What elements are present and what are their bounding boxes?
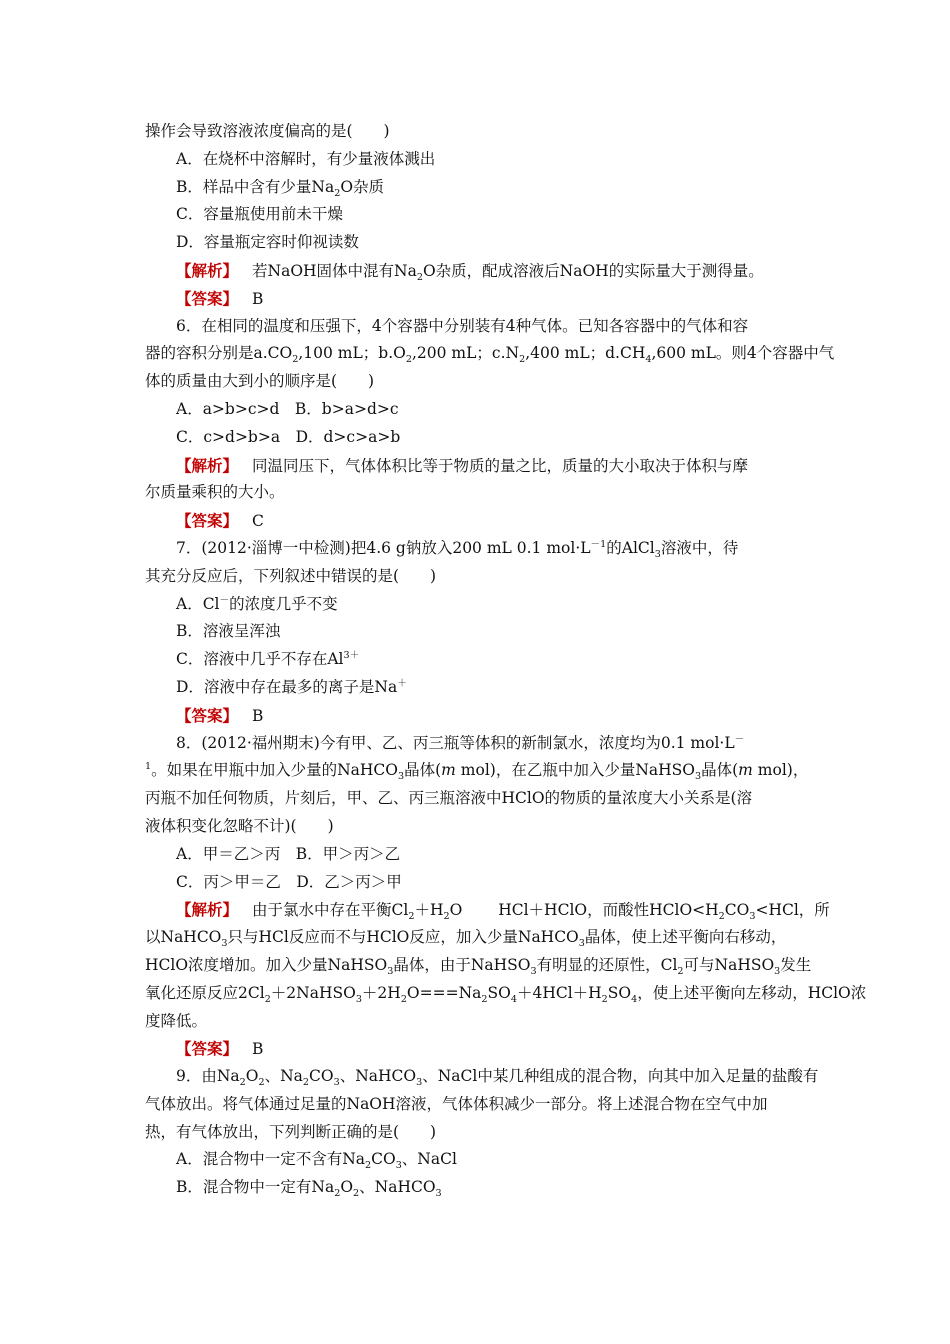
subscript: 2 bbox=[677, 966, 684, 977]
subscript: 3 bbox=[387, 966, 394, 977]
text: 、Na bbox=[264, 1067, 303, 1086]
q6-stem-line-1 bbox=[145, 313, 810, 341]
text: SO bbox=[607, 983, 632, 1002]
text: C．溶液中几乎不存在Al bbox=[176, 650, 344, 669]
q6-stem-line-3 bbox=[145, 368, 810, 396]
q5-analysis bbox=[145, 257, 810, 285]
answer-tag: 【答案】 bbox=[176, 288, 239, 308]
text: <HCl，所 bbox=[755, 901, 830, 920]
superscript: ＋ bbox=[397, 677, 407, 689]
subscript: 2 bbox=[239, 1077, 246, 1089]
text: O bbox=[245, 1067, 259, 1086]
q6-analysis-line-2 bbox=[145, 479, 810, 507]
subscript: 2 bbox=[334, 1188, 341, 1200]
superscript: 3＋ bbox=[343, 649, 360, 661]
text: 有明显的还原性，Cl bbox=[536, 955, 678, 974]
variable-m: m bbox=[441, 761, 456, 780]
subscript: 2 bbox=[601, 993, 608, 1005]
q5-stem-text: 操作会导致溶液浓度偏高的是( ) bbox=[145, 122, 390, 140]
subscript: 2 bbox=[292, 354, 299, 366]
text: 热，有气体放出，下列判断正确的是( ) bbox=[145, 1122, 437, 1141]
q7-answer bbox=[145, 702, 810, 730]
text: 晶体( bbox=[701, 761, 739, 780]
subscript: 3 bbox=[530, 966, 537, 977]
superscript: － bbox=[219, 594, 230, 606]
q8-answer-value: B bbox=[252, 1040, 264, 1059]
q8-analysis-line-1 bbox=[145, 896, 830, 924]
text: O bbox=[340, 1178, 354, 1197]
subscript: 2 bbox=[405, 354, 412, 366]
text: 溶液中，待 bbox=[660, 538, 739, 557]
answer-tag: 【答案】 bbox=[176, 1039, 239, 1059]
text: 、NaHCO bbox=[359, 1178, 436, 1197]
q9-stem-line-1 bbox=[145, 1063, 819, 1091]
q9-stem-line-3 bbox=[145, 1119, 810, 1147]
q7-answer-value: B bbox=[252, 706, 264, 725]
text: 、NaCl bbox=[401, 1150, 457, 1169]
q5-option-c bbox=[145, 201, 810, 229]
subscript: 2 bbox=[481, 993, 488, 1005]
text: 以NaHCO bbox=[145, 928, 222, 947]
subscript: 2 bbox=[258, 1077, 265, 1089]
q9-option-a bbox=[145, 1146, 810, 1174]
text: mol)，在乙瓶中加入少量NaHSO bbox=[455, 761, 695, 780]
subscript: 3 bbox=[395, 1160, 402, 1172]
subscript: 3 bbox=[398, 771, 405, 783]
text: 器的容积分别是a.CO bbox=[145, 344, 293, 363]
q6-analysis-line-1 bbox=[145, 452, 810, 480]
q7-stem-line-1 bbox=[145, 535, 810, 563]
text: D．溶液中存在最多的离子是Na bbox=[176, 677, 398, 696]
q8-analysis-line-3 bbox=[145, 952, 810, 980]
text: 度降低。 bbox=[145, 1011, 208, 1030]
q6-analysis-text-end: 尔质量乘积的大小。 bbox=[145, 483, 285, 502]
text: 可与NaHSO bbox=[683, 955, 775, 974]
q6-answer-value: C bbox=[252, 512, 264, 531]
answer-tag: 【答案】 bbox=[176, 511, 239, 531]
answer-tag: 【答案】 bbox=[176, 705, 239, 725]
q6-stem-text-end: 体的质量由大到小的顺序是( ) bbox=[145, 372, 375, 391]
text: 7．(2012·淄博一中检测)把4.6 g钠放入200 mL 0.1 mol·L bbox=[176, 538, 591, 557]
text: 。如果在甲瓶中加入少量的NaHCO bbox=[151, 761, 398, 780]
text: HClO浓度增加。加入少量NaHSO bbox=[145, 955, 388, 974]
text: ，使上述平衡向左移动，HClO浓 bbox=[637, 983, 867, 1002]
q5-option-d bbox=[145, 229, 810, 257]
text: 的浓度几乎不变 bbox=[229, 594, 338, 613]
q7-option-d bbox=[145, 674, 810, 702]
q8-answer bbox=[145, 1035, 810, 1063]
subscript: 3 bbox=[355, 993, 362, 1005]
q5-option-c-text: C．容量瓶使用前未干燥 bbox=[176, 205, 343, 224]
text: ＋2H bbox=[361, 983, 401, 1002]
q6-stem-line-2 bbox=[145, 340, 835, 368]
subscript: 2 bbox=[365, 1160, 372, 1172]
text: ,600 mL。则4个容器中气 bbox=[651, 344, 835, 363]
q6-analysis-text: 同温同压下，气体体积比等于物质的量之比，质量的大小取决于体积与摩 bbox=[252, 456, 749, 475]
q7-option-a bbox=[145, 591, 810, 619]
text: 的AlCl bbox=[606, 538, 655, 557]
q5-option-b-text-end: O杂质 bbox=[340, 177, 385, 196]
subscript: 2 bbox=[353, 1188, 360, 1200]
text: 晶体，由于NaHSO bbox=[393, 955, 531, 974]
q5-analysis-text-end: O杂质，配成溶液后NaOH的实际量大于测得量。 bbox=[422, 261, 764, 280]
q8-options-line-2 bbox=[145, 869, 810, 897]
q7-stem-text-end: 其充分反应后，下列叙述中错误的是( ) bbox=[145, 566, 437, 585]
q5-answer-value: B bbox=[252, 289, 264, 308]
subscript: 2 bbox=[519, 354, 526, 366]
text: 气体放出。将气体通过足量的NaOH溶液，气体体积减少一部分。将上述混合物在空气中加 bbox=[145, 1094, 768, 1113]
subscript: 3 bbox=[654, 549, 661, 561]
text: mol)， bbox=[752, 761, 809, 780]
q6-stem-text: 6．在相同的温度和压强下，4个容器中分别装有4种气体。已知各容器中的气体和容 bbox=[176, 316, 749, 335]
subscript: 3 bbox=[694, 771, 702, 783]
q7-option-b-text: B．溶液呈浑浊 bbox=[176, 622, 281, 641]
text: A．Cl bbox=[176, 594, 220, 613]
page-content bbox=[145, 118, 867, 1202]
text: ＋H bbox=[414, 901, 444, 920]
text: CO bbox=[724, 901, 750, 920]
subscript: 3 bbox=[578, 938, 585, 950]
subscript: 2 bbox=[443, 911, 450, 923]
subscript: 3 bbox=[749, 911, 756, 923]
text: O===Na bbox=[406, 983, 482, 1002]
q5-option-b-text: B．样品中含有少量Na bbox=[176, 177, 335, 196]
subscript: 4 bbox=[631, 993, 638, 1005]
q7-option-c bbox=[145, 646, 810, 674]
text: 晶体，使上述平衡向右移动， bbox=[584, 928, 787, 947]
subscript: 2 bbox=[416, 272, 423, 284]
q8-options-ab: A．甲＝乙＞丙 B．甲＞丙＞乙 bbox=[176, 844, 401, 863]
q7-option-b bbox=[145, 618, 810, 646]
superscript: － bbox=[734, 733, 745, 745]
subscript: 3 bbox=[333, 1077, 340, 1089]
q6-options-ab: A．a>b>c>d B．b>a>d>c bbox=[176, 399, 399, 418]
superscript: －1 bbox=[590, 538, 607, 550]
q5-analysis-text: 若NaOH固体中混有Na bbox=[252, 261, 417, 280]
text: ,200 mL；c.N bbox=[411, 344, 520, 363]
text: CO bbox=[371, 1150, 396, 1169]
q7-stem-line-2 bbox=[145, 563, 810, 591]
superscript: 1 bbox=[145, 761, 152, 773]
text: A．混合物中一定不含有Na bbox=[176, 1150, 365, 1169]
q8-stem-line-1 bbox=[145, 730, 810, 758]
text: 氧化还原反应2Cl bbox=[145, 983, 265, 1002]
subscript: 2 bbox=[400, 993, 407, 1005]
q5-option-a-text: A．在烧杯中溶解时，有少量液体溅出 bbox=[176, 149, 436, 168]
q9-option-b bbox=[145, 1174, 810, 1202]
q8-stem-line-3 bbox=[145, 785, 810, 813]
text: 8．(2012·福州期末)今有甲、乙、丙三瓶等体积的新制氯水，浓度均为0.1 mol·L bbox=[176, 733, 735, 752]
text: 只与HCl反应而不与HClO反应，加入少量NaHCO bbox=[227, 928, 579, 947]
subscript: 2 bbox=[334, 187, 341, 199]
text: 9．由Na bbox=[176, 1067, 240, 1086]
text: ＋2NaHSO bbox=[270, 983, 356, 1002]
q6-answer bbox=[145, 507, 810, 535]
subscript: 2 bbox=[408, 911, 415, 923]
q6-options-line-2 bbox=[145, 424, 810, 452]
text: ,100 mL；b.O bbox=[298, 344, 406, 363]
q5-option-d-text: D．容量瓶定容时仰视读数 bbox=[176, 233, 359, 252]
variable-m: m bbox=[738, 761, 753, 780]
subscript: 2 bbox=[718, 911, 725, 923]
q8-stem-line-4 bbox=[145, 813, 810, 841]
q8-stem-line-2 bbox=[145, 757, 810, 785]
q5-answer bbox=[145, 285, 810, 313]
subscript: 2 bbox=[264, 993, 271, 1005]
text: 发生 bbox=[780, 955, 812, 974]
text: ＋4HCl＋H bbox=[516, 983, 602, 1002]
text: O HCl＋HClO，而酸性HClO<H bbox=[449, 901, 719, 920]
q6-options-line-1 bbox=[145, 396, 810, 424]
subscript: 3 bbox=[221, 938, 228, 950]
text: SO bbox=[487, 983, 511, 1002]
text: 由于氯水中存在平衡Cl bbox=[252, 901, 409, 920]
subscript: 2 bbox=[302, 1077, 310, 1089]
q8-options-cd: C．丙＞甲＝乙 D．乙＞丙＞甲 bbox=[176, 872, 402, 891]
q8-analysis-line-5 bbox=[145, 1008, 810, 1036]
subscript: 4 bbox=[645, 354, 652, 366]
q8-options-line-1 bbox=[145, 841, 810, 869]
q5-option-b bbox=[145, 174, 810, 202]
subscript: 3 bbox=[774, 966, 781, 977]
subscript: 3 bbox=[435, 1188, 442, 1200]
text: 、NaHCO bbox=[339, 1067, 417, 1086]
text: 、NaCl中某几种组成的混合物，向其中加入足量的盐酸有 bbox=[422, 1067, 819, 1086]
q5-option-a bbox=[145, 146, 810, 174]
analysis-tag: 【解析】 bbox=[176, 455, 239, 475]
q5-stem-tail bbox=[145, 118, 810, 146]
text: B．混合物中一定有Na bbox=[176, 1178, 335, 1197]
analysis-tag: 【解析】 bbox=[176, 900, 239, 920]
text: 液体积变化忽略不计)( ) bbox=[145, 816, 334, 835]
text: 丙瓶不加任何物质，片刻后，甲、乙、丙三瓶溶液中HClO的物质的量浓度大小关系是(溶 bbox=[145, 789, 753, 808]
q9-stem-line-2 bbox=[145, 1091, 810, 1119]
analysis-tag: 【解析】 bbox=[176, 260, 239, 280]
text: 晶体( bbox=[404, 761, 442, 780]
q6-options-cd: C．c>d>b>a D．d>c>a>b bbox=[176, 427, 401, 446]
subscript: 4 bbox=[510, 993, 517, 1005]
text: CO bbox=[309, 1067, 334, 1086]
q8-analysis-line-4 bbox=[145, 980, 867, 1008]
subscript: 3 bbox=[416, 1077, 423, 1089]
q8-analysis-line-2 bbox=[145, 924, 810, 952]
text: ,400 mL；d.CH bbox=[525, 344, 646, 363]
